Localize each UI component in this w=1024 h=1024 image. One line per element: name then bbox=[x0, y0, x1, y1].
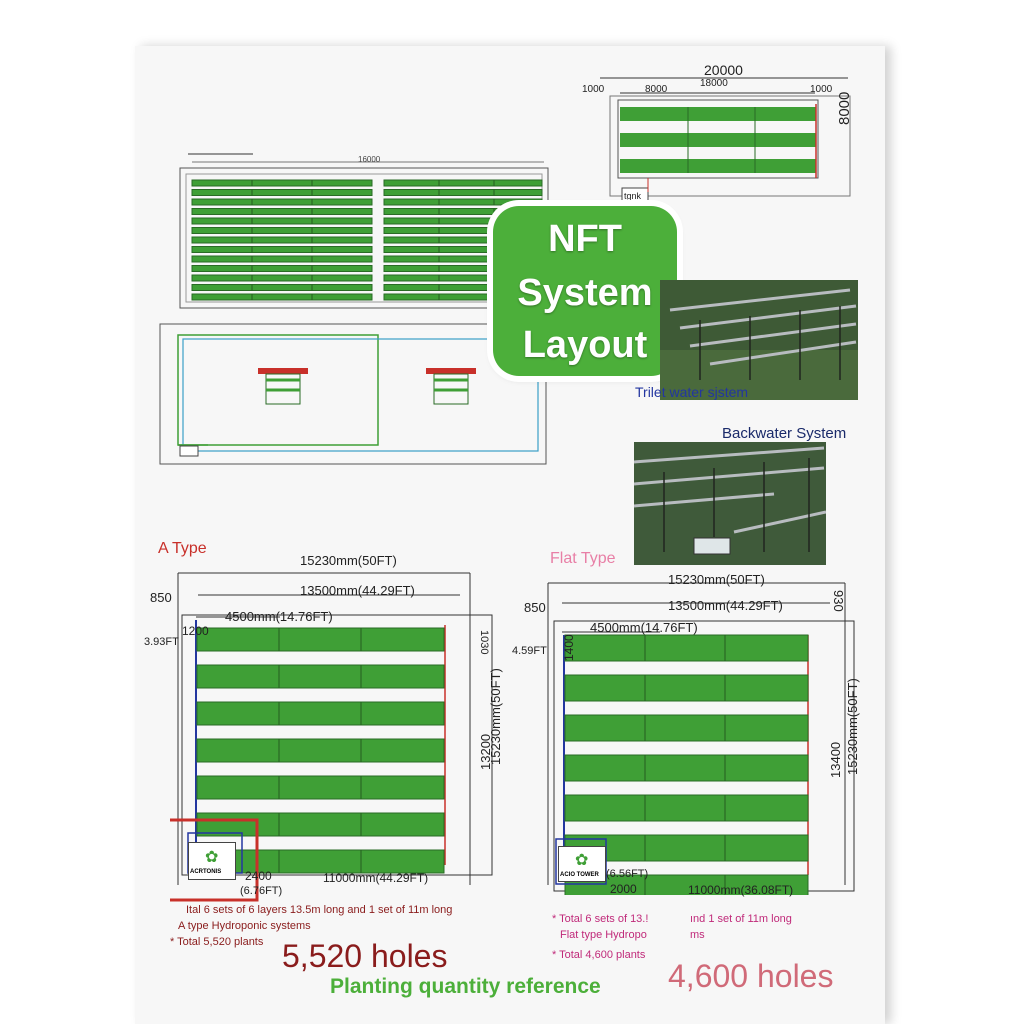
a-note-3: * Total 5,520 plants bbox=[170, 936, 264, 948]
a-segment: 4500mm(14.76FT) bbox=[225, 609, 333, 624]
f-length-inner: 13400 bbox=[828, 741, 843, 778]
footer-reference: Planting quantity reference bbox=[330, 975, 601, 998]
f-holes: 4,600 holes bbox=[668, 958, 834, 994]
top-plan-left-seg: 8000 bbox=[645, 84, 668, 95]
f-length-total: 15230mm(50FT) bbox=[845, 678, 860, 775]
f-left-gap: 1400 bbox=[562, 634, 576, 661]
a-right-gap: 1030 bbox=[478, 630, 490, 655]
top-left-row bbox=[192, 237, 372, 243]
backwater-label: Backwater System bbox=[722, 425, 847, 442]
f-segment: 4500mm(14.76FT) bbox=[590, 620, 698, 635]
f-note-2b: ms bbox=[690, 929, 705, 941]
greenhouse-render-icon bbox=[660, 280, 858, 400]
backwater-photo bbox=[634, 442, 826, 565]
a-type-row bbox=[197, 702, 444, 725]
a-type-heading: A Type bbox=[158, 540, 207, 557]
f-bottom-a-ft: (6.56FT) bbox=[606, 868, 649, 880]
top-left-rows-left bbox=[192, 180, 372, 300]
plant-logo-icon: ✿ bbox=[205, 849, 219, 866]
top-left-row bbox=[384, 180, 542, 186]
top-left-row bbox=[192, 218, 372, 224]
a-note-1: Ital 6 sets of 6 layers 13.5m long and 1 set of 11m long bbox=[186, 904, 453, 916]
a-holes: 5,520 holes bbox=[282, 938, 448, 974]
top-left-row bbox=[384, 199, 542, 205]
f-bottom-a: 2000 bbox=[610, 882, 637, 896]
a-type-row bbox=[197, 776, 444, 799]
f-right-gap: 930 bbox=[831, 590, 846, 612]
a-left-gap: 1200 bbox=[182, 624, 209, 638]
a-type-rows bbox=[197, 628, 444, 873]
title-badge bbox=[493, 206, 677, 376]
top-left-row bbox=[192, 180, 372, 186]
a-type-logo-text: ACRTONIS bbox=[190, 869, 222, 875]
top-left-row bbox=[192, 285, 372, 291]
a-bottom-b: 11000mm(44.29FT) bbox=[323, 871, 429, 885]
tank-label: tgnk bbox=[624, 191, 642, 201]
a-offset: 850 bbox=[150, 590, 172, 605]
top-left-row bbox=[192, 294, 372, 300]
a-type-row bbox=[197, 628, 444, 651]
flat-type-row bbox=[565, 635, 808, 661]
f-bottom-b: 11000mm(36.08FT) bbox=[688, 883, 794, 897]
top-left-row bbox=[192, 190, 372, 196]
f-note-1b: ınd 1 set of 11m long bbox=[690, 913, 792, 925]
title-line-1: NFT bbox=[548, 218, 622, 260]
top-plan-height: 8000 bbox=[836, 91, 853, 125]
frame-right bbox=[426, 368, 476, 404]
top-plan-right-margin: 1000 bbox=[810, 84, 833, 95]
a-length-inner: 13200 bbox=[478, 733, 493, 770]
top-left-row bbox=[192, 199, 372, 205]
a-type-row bbox=[197, 739, 444, 762]
a-type-row bbox=[197, 665, 444, 688]
f-width-inner: 13500mm(44.29FT) bbox=[668, 598, 783, 613]
top-left-row bbox=[192, 228, 372, 234]
inlet-label: Trilet water sjstem bbox=[635, 384, 749, 400]
flat-type-row bbox=[565, 795, 808, 821]
flat-type-heading: Flat Type bbox=[550, 550, 616, 567]
top-left-row bbox=[192, 256, 372, 262]
top-plan-mid: 18000 bbox=[700, 78, 728, 89]
flat-type-logo-text: ACIO TOWER bbox=[560, 872, 599, 878]
top-left-row bbox=[192, 266, 372, 272]
f-note-3: * Total 4,600 plants bbox=[552, 949, 646, 961]
a-note-2: A type Hydroponic systems bbox=[178, 920, 311, 932]
title-line-2: System bbox=[517, 272, 653, 314]
a-bottom-a-ft: (6.76FT) bbox=[240, 885, 283, 897]
f-left-gap-ft: 4.59FT bbox=[512, 645, 547, 657]
frame-left bbox=[258, 368, 308, 404]
top-left-row bbox=[192, 275, 372, 281]
inlet-photo bbox=[660, 280, 858, 400]
flat-type-logo bbox=[558, 846, 606, 882]
a-bottom-a: 2400 bbox=[245, 869, 272, 883]
flat-type-row bbox=[565, 755, 808, 781]
top-plan-overall: 20000 bbox=[704, 62, 743, 78]
a-width-total: 15230mm(50FT) bbox=[300, 553, 397, 568]
a-left-gap-ft: 3.93FT bbox=[144, 636, 179, 648]
top-left-row bbox=[384, 190, 542, 196]
section-elevation bbox=[158, 320, 550, 470]
a-length-total: 15230mm(50FT) bbox=[488, 668, 503, 765]
f-width-total: 15230mm(50FT) bbox=[668, 572, 765, 587]
f-offset: 850 bbox=[524, 600, 546, 615]
f-note-2a: Flat type Hydropo bbox=[560, 929, 647, 941]
f-note-1a: * Total 6 sets of 13.! bbox=[552, 913, 649, 925]
top-left-row bbox=[192, 247, 372, 253]
plant-logo-icon-2: ✿ bbox=[575, 852, 589, 869]
top-plan-left-margin: 1000 bbox=[582, 84, 605, 95]
flat-type-row bbox=[565, 675, 808, 701]
greenhouse-render-icon-2 bbox=[634, 442, 826, 565]
a-type-logo bbox=[188, 842, 236, 880]
flat-type-row bbox=[565, 715, 808, 741]
title-line-3: Layout bbox=[522, 324, 648, 366]
top-left-row bbox=[192, 209, 372, 215]
a-width-inner: 13500mm(44.29FT) bbox=[300, 583, 415, 598]
